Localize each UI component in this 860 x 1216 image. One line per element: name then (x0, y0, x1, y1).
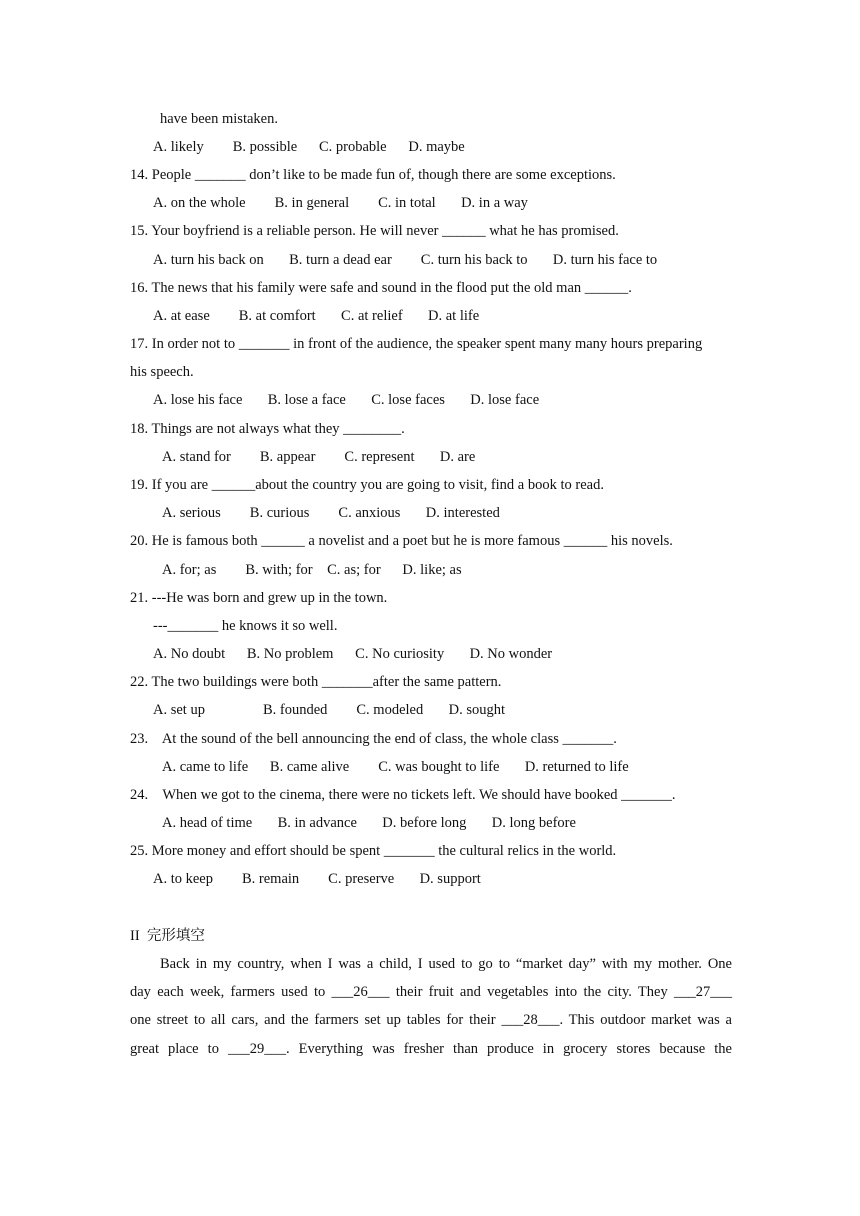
passage-line: Back in my country, when I was a child, I used to go to “market day” with my mother. One (160, 956, 732, 972)
text-line: have been mistaken. (160, 111, 278, 127)
options-line-17: A. lose his face B. lose a face C. lose faces D. lose face (153, 392, 540, 408)
options-line-16: A. at ease B. at comfort C. at relief D. at life (153, 308, 480, 324)
question-14: 14. People _______ don’t like to be made fun of, though there are some exceptions. (130, 167, 616, 183)
options-line-23: A. came to life B. came alive C. was bought to life D. returned to life (162, 759, 629, 775)
question-17: 17. In order not to _______ in front of the audience, the speaker spent many many hours preparing (130, 336, 703, 352)
question-21-response: ---_______ he knows it so well. (153, 618, 338, 634)
options-line-20: A. for; as B. with; for C. as; for D. like; as (162, 562, 462, 578)
question-19: 19. If you are ______about the country you are going to visit, find a book to read. (130, 477, 604, 493)
question-18: 18. Things are not always what they ________. (130, 421, 405, 437)
passage-line: one street to all cars, and the farmers set up tables for their ___28___. This outdoor market was a (130, 1012, 732, 1028)
passage-line: day each week, farmers used to ___26___ their fruit and vegetables into the city. They ___27___ (130, 984, 732, 1000)
options-line-25: A. to keep B. remain C. preserve D. support (153, 871, 481, 887)
question-20: 20. He is famous both ______ a novelist and a poet but he is more famous ______ his novels. (130, 533, 673, 549)
question-17-continued: his speech. (130, 364, 194, 380)
passage-line: great place to ___29___. Everything was fresher than produce in grocery stores because the (130, 1041, 732, 1057)
options-line-18: A. stand for B. appear C. represent D. are (162, 449, 476, 465)
options-line-21: A. No doubt B. No problem C. No curiosity D. No wonder (153, 646, 553, 662)
question-15: 15. Your boyfriend is a reliable person. He will never ______ what he has promised. (130, 223, 619, 239)
question-22: 22. The two buildings were both _______after the same pattern. (130, 674, 502, 690)
section-heading: II 完形填空 (130, 928, 205, 944)
options-line-15: A. turn his back on B. turn a dead ear C. turn his back to D. turn his face to (153, 252, 658, 268)
question-24: 24. When we got to the cinema, there were no tickets left. We should have booked _______. (130, 787, 676, 803)
options-line-14: A. on the whole B. in general C. in total D. in a way (153, 195, 528, 211)
question-25: 25. More money and effort should be spent _______ the cultural relics in the world. (130, 843, 617, 859)
options-line-22: A. set up B. founded C. modeled D. sought (153, 702, 506, 718)
options-line-19: A. serious B. curious C. anxious D. interested (162, 505, 500, 521)
question-16: 16. The news that his family were safe and sound in the flood put the old man ______. (130, 280, 632, 296)
options-line-13: A. likely B. possible C. probable D. maybe (153, 139, 465, 155)
options-line-24: A. head of time B. in advance D. before long D. long before (162, 815, 576, 831)
question-21: 21. ---He was born and grew up in the town. (130, 590, 388, 606)
question-23: 23. At the sound of the bell announcing the end of class, the whole class _______. (130, 731, 617, 747)
